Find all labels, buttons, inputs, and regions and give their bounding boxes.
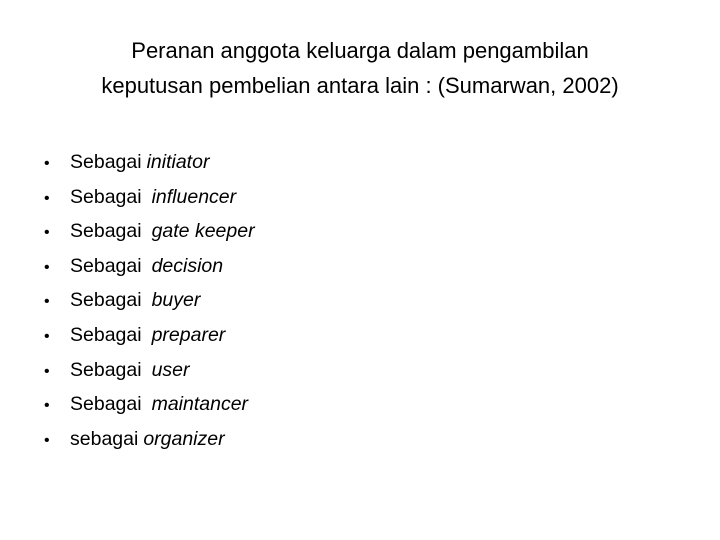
bullet-word: Sebagai	[70, 393, 142, 416]
bullet-word: Sebagai	[70, 151, 142, 173]
bullet-item-organizer	[44, 422, 255, 457]
bullet-term: influencer	[151, 185, 237, 208]
bullet-word: Sebagai	[70, 254, 142, 277]
bullet-term: maintancer	[151, 393, 249, 416]
bullet-term: preparer	[151, 323, 226, 346]
bullet-item-decision	[44, 249, 255, 284]
slide-title	[40, 33, 680, 103]
bullet-icon: •	[44, 293, 50, 311]
bullet-term: organizer	[143, 427, 225, 450]
bullet-item-gate-keeper	[44, 214, 255, 249]
title-line-2: keputusan pembelian antara lain : (Sumarwan, 2002)	[101, 73, 619, 98]
bullet-word: Sebagai	[70, 289, 142, 312]
bullet-word: sebagai	[70, 427, 139, 450]
bullet-item-user	[44, 353, 255, 388]
bullet-icon: •	[44, 155, 50, 172]
bullet-list	[44, 145, 255, 456]
bullet-item-initiator	[44, 145, 255, 180]
bullet-icon: •	[44, 362, 50, 380]
bullet-word: Sebagai	[70, 358, 142, 381]
bullet-word: Sebagai	[70, 185, 142, 208]
bullet-icon: •	[44, 189, 50, 207]
bullet-icon: •	[44, 224, 50, 242]
bullet-icon: •	[44, 258, 50, 276]
bullet-term: user	[151, 358, 190, 381]
bullet-item-buyer	[44, 283, 255, 318]
bullet-term: decision	[151, 254, 224, 277]
bullet-term: buyer	[151, 289, 201, 312]
bullet-item-maintancer	[44, 387, 255, 422]
bullet-word: Sebagai	[70, 220, 142, 243]
bullet-term: initiator	[146, 151, 210, 173]
title-line-1: Peranan anggota keluarga dalam pengambilan	[131, 38, 589, 63]
bullet-term: gate keeper	[151, 220, 255, 243]
bullet-item-influencer	[44, 180, 255, 215]
bullet-word: Sebagai	[70, 323, 142, 346]
bullet-icon: •	[44, 397, 50, 415]
bullet-icon: •	[44, 431, 50, 449]
bullet-item-preparer	[44, 318, 255, 353]
bullet-icon: •	[44, 327, 50, 345]
